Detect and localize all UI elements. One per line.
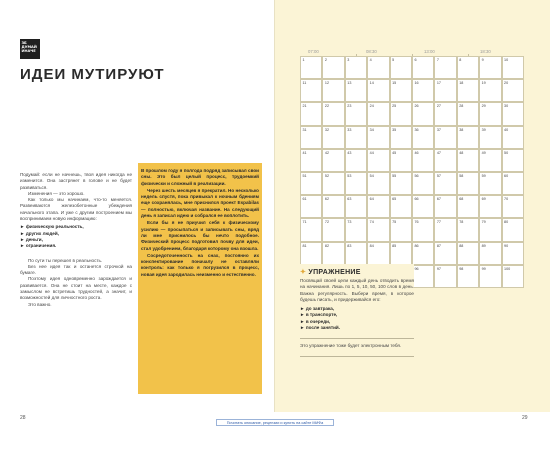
day-cell (322, 242, 344, 265)
day-number: 33 (347, 127, 352, 132)
day-number: 36 (414, 127, 419, 132)
bullet-item: ► в очереди, (300, 318, 331, 324)
day-number: 64 (369, 197, 374, 202)
day-cell (412, 102, 434, 125)
day-cell (390, 218, 412, 241)
day-cell (367, 218, 389, 241)
day-number: 75 (392, 220, 397, 225)
day-cell (479, 56, 501, 79)
day-number: 53 (347, 173, 352, 178)
day-number: 19 (481, 81, 486, 86)
paragraph: Если бы я не приучил себя к физическому усилию — просыпаться и записывать сны, вряд ли мне приснилось бы нечто подобное. Физический процесс подготовил почву для идеи, стал удобрением, благодаря которому она взошла. (141, 220, 259, 251)
blank-line (300, 338, 414, 339)
day-number: 21 (302, 104, 307, 109)
bullet-item: ► ограничения. (20, 243, 57, 249)
paragraph: Посвящай своей цели каждый день отводить время на начинания. Лишь по 1, 5, 10, 50, 100 слов в день. Важна регулярность. Выбери время, в которое будешь писать, и придерживайся его: (300, 278, 414, 302)
day-number: 43 (347, 150, 352, 155)
day-cell (412, 265, 434, 288)
day-number: 69 (481, 197, 486, 202)
day-cell (345, 195, 367, 218)
day-number: 89 (481, 243, 486, 248)
day-number: 12 (324, 81, 329, 86)
day-number: 100 (504, 266, 511, 271)
day-number: 34 (369, 127, 374, 132)
paragraph: Без нее идея так и останется строчкой на бумаге. (20, 263, 132, 276)
day-number: 45 (392, 150, 397, 155)
day-number: 2 (324, 58, 327, 62)
day-number: 38 (459, 127, 464, 132)
day-number: 41 (302, 150, 307, 155)
day-number: 9 (481, 58, 484, 62)
day-number: 20 (504, 81, 509, 86)
day-number: 48 (459, 150, 464, 155)
exercise-title: УПРАЖНЕНИЕ (308, 269, 361, 276)
day-number: 39 (481, 127, 486, 132)
day-number: 35 (392, 127, 397, 132)
day-number: 8 (459, 58, 462, 62)
day-cell (502, 242, 524, 265)
paragraph: Через шесть месяцев я прекратил. Но несколько недель спустя, пока привыкал к ночным бдениям еще сохранялась, мне приснился проект Espabilas — полностью, включая название. На следующий день я записал идею и собрался ее воплотить. (141, 187, 259, 219)
day-number: 29 (481, 104, 486, 109)
logo-line: ИНАЧЕ (21, 49, 36, 54)
time-scale (300, 49, 524, 56)
logo-line: ЗБ (21, 40, 27, 45)
day-number: 16 (414, 81, 419, 86)
day-cell (300, 242, 322, 265)
exercise-text (300, 278, 414, 303)
day-cell (434, 79, 456, 102)
day-number: 57 (436, 173, 441, 178)
day-cell (479, 218, 501, 241)
chapter-title: ИДЕИ МУТИРУЮТ (20, 66, 165, 83)
day-cell (322, 172, 344, 195)
day-number: 80 (504, 220, 509, 225)
day-cell (434, 126, 456, 149)
day-number: 65 (392, 197, 397, 202)
day-number: 26 (414, 104, 419, 109)
day-number: 62 (324, 197, 329, 202)
paragraph: Поэтому идея одновременно зарождается и развивается. Она не стоит на месте, каждое с замыслом не встретишь трудностей, а значит, и возможностей для личностного роста. (20, 276, 132, 301)
day-number: 78 (459, 220, 464, 225)
day-cell (457, 56, 479, 79)
day-cell (322, 149, 344, 172)
day-number: 73 (347, 220, 352, 225)
day-cell (457, 126, 479, 149)
day-number: 49 (481, 150, 486, 155)
day-cell (412, 195, 434, 218)
time-label: 18:30 (480, 49, 491, 54)
publisher-logo (20, 39, 40, 59)
paragraph: Сосредоточенность на снах, постоянно их конспектирование поначалу не оставляли контроль: как только я погрузился в процесс, новая идея зародилась неизменно и естественно. (141, 252, 259, 277)
day-number: 72 (324, 220, 329, 225)
day-cell (479, 102, 501, 125)
day-cell (412, 126, 434, 149)
day-cell (300, 79, 322, 102)
day-cell (502, 149, 524, 172)
day-cell (412, 79, 434, 102)
day-number: 40 (504, 127, 509, 132)
day-number: 76 (414, 220, 419, 225)
time-label: 13:00 (424, 49, 435, 54)
day-cell (479, 242, 501, 265)
blank-line (300, 356, 414, 357)
day-number: 27 (436, 104, 441, 109)
day-number: 28 (459, 104, 464, 109)
day-cell (367, 56, 389, 79)
bullet-item: ► физическую реальность, (20, 224, 84, 230)
day-number: 46 (414, 150, 419, 155)
day-cell (434, 56, 456, 79)
day-number: 88 (459, 243, 464, 248)
day-cell (479, 265, 501, 288)
day-cell (300, 56, 322, 79)
paragraph: Изменения — это хорошо. (28, 190, 85, 196)
day-number: 7 (436, 58, 439, 62)
day-cell (322, 195, 344, 218)
day-cell (434, 102, 456, 125)
day-cell (412, 218, 434, 241)
day-number: 24 (369, 104, 374, 109)
day-cell (345, 149, 367, 172)
bullet-list (300, 306, 414, 331)
day-cell (390, 172, 412, 195)
day-cell (502, 102, 524, 125)
bullet-item: ► деньги, (20, 236, 43, 242)
day-cell (345, 126, 367, 149)
day-cell (345, 242, 367, 265)
day-cell (502, 172, 524, 195)
bullet-list (20, 224, 132, 249)
day-cell (367, 172, 389, 195)
day-number: 30 (504, 104, 509, 109)
day-cell (390, 242, 412, 265)
time-label: 07:00 (308, 49, 319, 54)
day-number: 84 (369, 243, 374, 248)
day-number: 60 (504, 173, 509, 178)
day-number: 83 (347, 243, 352, 248)
exercise-closing: Это упражнение тоже будет электронным тебя. (300, 342, 402, 348)
day-number: 5 (392, 58, 395, 62)
bullet-item: ► других людей, (20, 230, 59, 236)
day-cell (457, 265, 479, 288)
day-number: 44 (369, 150, 374, 155)
time-label: 08:30 (366, 49, 377, 54)
day-cell (390, 102, 412, 125)
day-number: 61 (302, 197, 307, 202)
day-number: 58 (459, 173, 464, 178)
day-number: 47 (436, 150, 441, 155)
logo-line: ДУМАЙ (21, 44, 37, 49)
day-number: 13 (347, 81, 352, 86)
day-cell (367, 242, 389, 265)
day-cell (457, 79, 479, 102)
day-cell (345, 218, 367, 241)
paragraph: Это важно. (28, 301, 52, 307)
day-cell (300, 149, 322, 172)
day-number: 98 (459, 266, 464, 271)
day-number: 37 (436, 127, 441, 132)
day-number: 4 (369, 58, 372, 62)
day-cell (434, 149, 456, 172)
day-cell (502, 265, 524, 288)
day-number: 10 (504, 58, 509, 62)
day-cell (502, 195, 524, 218)
day-number: 55 (392, 173, 397, 178)
day-number: 81 (302, 243, 307, 248)
day-cell (434, 265, 456, 288)
day-number: 56 (414, 173, 419, 178)
day-number: 59 (481, 173, 486, 178)
day-number: 31 (302, 127, 307, 132)
day-tracker-grid (300, 56, 524, 288)
day-number: 67 (436, 197, 441, 202)
day-cell (300, 102, 322, 125)
day-number: 42 (324, 150, 329, 155)
day-cell (457, 102, 479, 125)
day-cell (479, 172, 501, 195)
exercise-heading (300, 268, 414, 276)
day-cell (479, 126, 501, 149)
day-number: 86 (414, 243, 419, 248)
day-number: 3 (347, 58, 350, 62)
day-cell (367, 149, 389, 172)
buy-book-link[interactable]: Почитать описание, рецензии и купить на сайте МИФа (216, 419, 334, 426)
day-number: 51 (302, 173, 307, 178)
day-cell (412, 172, 434, 195)
day-cell (434, 242, 456, 265)
day-cell (457, 172, 479, 195)
body-column-1 (20, 172, 132, 308)
day-cell (345, 56, 367, 79)
day-cell (367, 79, 389, 102)
day-cell (345, 102, 367, 125)
day-number: 54 (369, 173, 374, 178)
day-number: 97 (436, 266, 441, 271)
day-number: 52 (324, 173, 329, 178)
day-number: 96 (414, 266, 419, 271)
day-cell (390, 195, 412, 218)
day-cell (502, 126, 524, 149)
day-number: 15 (392, 81, 397, 86)
day-cell (479, 149, 501, 172)
day-cell (412, 242, 434, 265)
day-cell (367, 195, 389, 218)
day-cell (322, 126, 344, 149)
day-number: 25 (392, 104, 397, 109)
day-cell (457, 242, 479, 265)
day-cell (457, 149, 479, 172)
day-number: 14 (369, 81, 374, 86)
day-cell (300, 126, 322, 149)
day-number: 17 (436, 81, 441, 86)
day-cell (502, 56, 524, 79)
day-cell (502, 79, 524, 102)
day-cell (390, 149, 412, 172)
bullet-item: ► до завтрака, (300, 306, 335, 312)
day-number: 74 (369, 220, 374, 225)
body-column-2 (141, 168, 259, 279)
day-cell (479, 79, 501, 102)
day-cell (457, 195, 479, 218)
day-number: 23 (347, 104, 352, 109)
day-number: 71 (302, 220, 307, 225)
bullet-item: ► в транспорте, (300, 312, 338, 318)
day-number: 79 (481, 220, 486, 225)
day-number: 70 (504, 197, 509, 202)
day-cell (390, 56, 412, 79)
day-cell (412, 149, 434, 172)
day-cell (300, 172, 322, 195)
day-cell (412, 56, 434, 79)
day-cell (322, 79, 344, 102)
star-icon: ✦ (300, 269, 307, 276)
paragraph: По сути ты перешел в реальность. (28, 257, 103, 263)
day-number: 22 (324, 104, 329, 109)
day-cell (479, 195, 501, 218)
day-cell (322, 102, 344, 125)
day-cell (434, 172, 456, 195)
day-cell (390, 79, 412, 102)
day-cell (390, 126, 412, 149)
day-cell (322, 218, 344, 241)
day-cell (345, 79, 367, 102)
paragraph: Подумай: если не начнешь, твоя идея никогда не изменится. Она застрянет в голове и не будет развиваться. (20, 172, 132, 190)
bullet-item: ► после занятий. (300, 325, 340, 331)
day-cell (300, 195, 322, 218)
day-number: 63 (347, 197, 352, 202)
day-cell (367, 126, 389, 149)
page-number-left: 28 (20, 415, 26, 421)
day-number: 68 (459, 197, 464, 202)
day-number: 87 (436, 243, 441, 248)
day-number: 11 (302, 81, 307, 86)
day-cell (434, 195, 456, 218)
day-cell (322, 56, 344, 79)
paragraph: В прошлом году я полгода подряд записывал свои сны. Это был целый процесс, трудоемкий физически и сложный в реализации. (141, 168, 259, 186)
day-number: 99 (481, 266, 486, 271)
day-number: 82 (324, 243, 329, 248)
day-cell (367, 102, 389, 125)
day-number: 77 (436, 220, 441, 225)
day-cell (502, 218, 524, 241)
day-cell (345, 172, 367, 195)
day-number: 18 (459, 81, 464, 86)
day-cell (300, 218, 322, 241)
exercise-box (300, 264, 414, 396)
day-number: 90 (504, 243, 509, 248)
day-cell (457, 218, 479, 241)
day-number: 32 (324, 127, 329, 132)
day-number: 66 (414, 197, 419, 202)
day-cell (434, 218, 456, 241)
paragraph: Как только мы начинаем, что-то меняется. Развеиваются железобетонные убеждения начального этапа. И уже с другим построением мы воспринимаем новую информацию: (20, 197, 132, 222)
day-number: 1 (302, 58, 305, 62)
day-number: 85 (392, 243, 397, 248)
left-page (0, 0, 275, 421)
page-number-right: 29 (522, 415, 528, 421)
day-number: 50 (504, 150, 509, 155)
day-number: 6 (414, 58, 417, 62)
